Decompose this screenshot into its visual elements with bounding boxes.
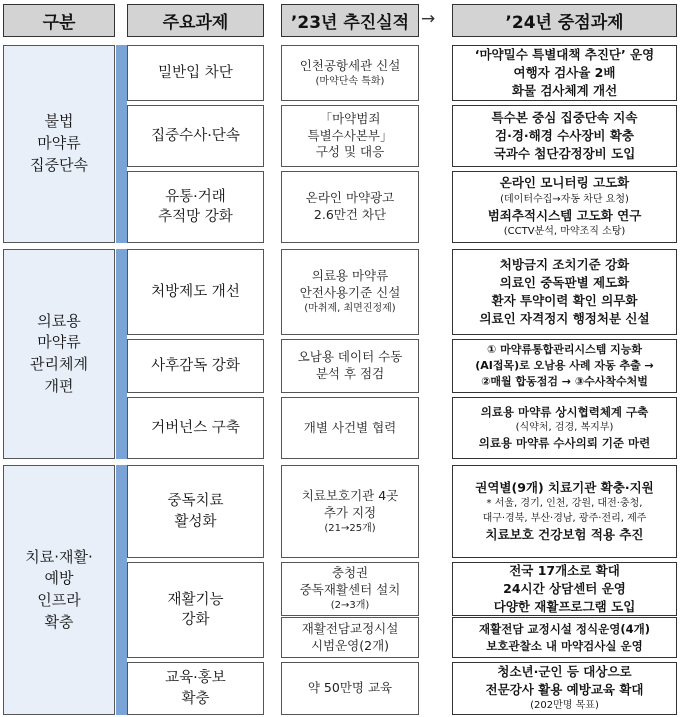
header-arrow: → xyxy=(421,9,436,29)
task-cell: 교육·홍보 확충 xyxy=(127,662,264,715)
connector-bar-1 xyxy=(116,45,127,243)
achievement-cell: 재활전담교정시설 시범운영(2개) xyxy=(281,617,419,658)
header-achievement: ’23년 추진실적 xyxy=(281,4,419,37)
achievement-cell: 개별 사건별 협력 xyxy=(281,397,419,459)
plan-cell: 전국 17개소로 확대 24시간 상담센터 운영 다양한 재활프로그램 도입 xyxy=(452,562,677,616)
plan-cell: 처방금지 조치기준 강화 의료인 중독판별 제도화 환자 투약이력 확인 의무화 의료인 자격정지 행정처분 신설 xyxy=(452,249,677,335)
achievement-cell: 인천공항세관 신설 (마약단속 특화) xyxy=(281,45,419,101)
plan-cell: ‘마약밀수 특별대책 추진단’ 운영 여행자 검사율 2배 화물 검사체계 개선 xyxy=(452,45,677,101)
task-cell: 집중수사·단속 xyxy=(127,105,264,167)
task-cell: 유통·거래 추적망 강화 xyxy=(127,171,264,243)
achievement-cell: 「마약범죄 특별수사본부」 구성 및 대응 xyxy=(281,105,419,167)
plan-cell: 재활전담 교정시설 정식운영(4개) 보호관찰소 내 마약검사실 운영 xyxy=(452,617,677,658)
task-cell: 사후감독 강화 xyxy=(127,339,264,393)
achievement-cell: 약 50만명 교육 xyxy=(281,662,419,715)
task-cell: 처방제도 개선 xyxy=(127,249,264,335)
connector-bar-2 xyxy=(116,249,127,459)
header-task: 주요과제 xyxy=(127,4,264,37)
category-cell: 불법 마약류 집중단속 xyxy=(3,45,115,243)
achievement-cell: 의료용 마약류 안전사용기준 신설 (마취제, 최면진정제) xyxy=(281,249,419,335)
connector-bar-3 xyxy=(116,465,127,715)
plan-cell: 청소년·군인 등 대상으로 전문강사 활용 예방교육 확대 (202만명 목표) xyxy=(452,662,677,715)
category-cell: 치료·재활· 예방 인프라 확충 xyxy=(3,465,115,715)
plan-cell: 특수본 중심 집중단속 지속 검·경·해경 수사장비 확충 국과수 첨단감정장비 도입 xyxy=(452,105,677,167)
category-cell: 의료용 마약류 관리체계 개편 xyxy=(3,249,115,459)
plan-cell: 온라인 모니터링 고도화 (데이터수집→자동 차단 요청) 범죄추적시스템 고도화 연구 (CCTV분석, 마약조직 소탕) xyxy=(452,171,677,243)
task-cell: 재활기능 강화 xyxy=(127,562,264,658)
achievement-cell: 치료보호기관 4곳 추가 지정 (21→25개) xyxy=(281,465,419,558)
task-cell: 밀반입 차단 xyxy=(127,45,264,101)
plan-cell: 권역별(9개) 치료기관 확충·지원 * 서울, 경기, 인천, 강원, 대전·충청, 대구·경북, 부산·경남, 광주·전리, 제주 치료보호 건강보험 적용 추진 xyxy=(452,465,677,558)
achievement-cell: 온라인 마약광고 2.6만건 차단 xyxy=(281,171,419,243)
achievement-cell: 오남용 데이터 수동 분석 후 점검 xyxy=(281,339,419,393)
task-cell: 중독치료 활성화 xyxy=(127,465,264,558)
task-cell: 거버넌스 구축 xyxy=(127,397,264,459)
plan-cell: ① 마약류통합관리시스템 지능화 (AI접목)로 오남용 사례 자동 추출 → ②매월 합동점검 → ③수사착수처벌 xyxy=(452,339,677,393)
header-category: 구분 xyxy=(3,4,115,37)
plan-cell: 의료용 마약류 상시협력체계 구축 (식약처, 검경, 복지부) 의료용 마약류 수사의뢰 기준 마련 xyxy=(452,397,677,459)
achievement-cell: 충청권 중독재활센터 설치 (2→3개) xyxy=(281,562,419,616)
header-plan: ’24년 중점과제 xyxy=(452,4,677,37)
